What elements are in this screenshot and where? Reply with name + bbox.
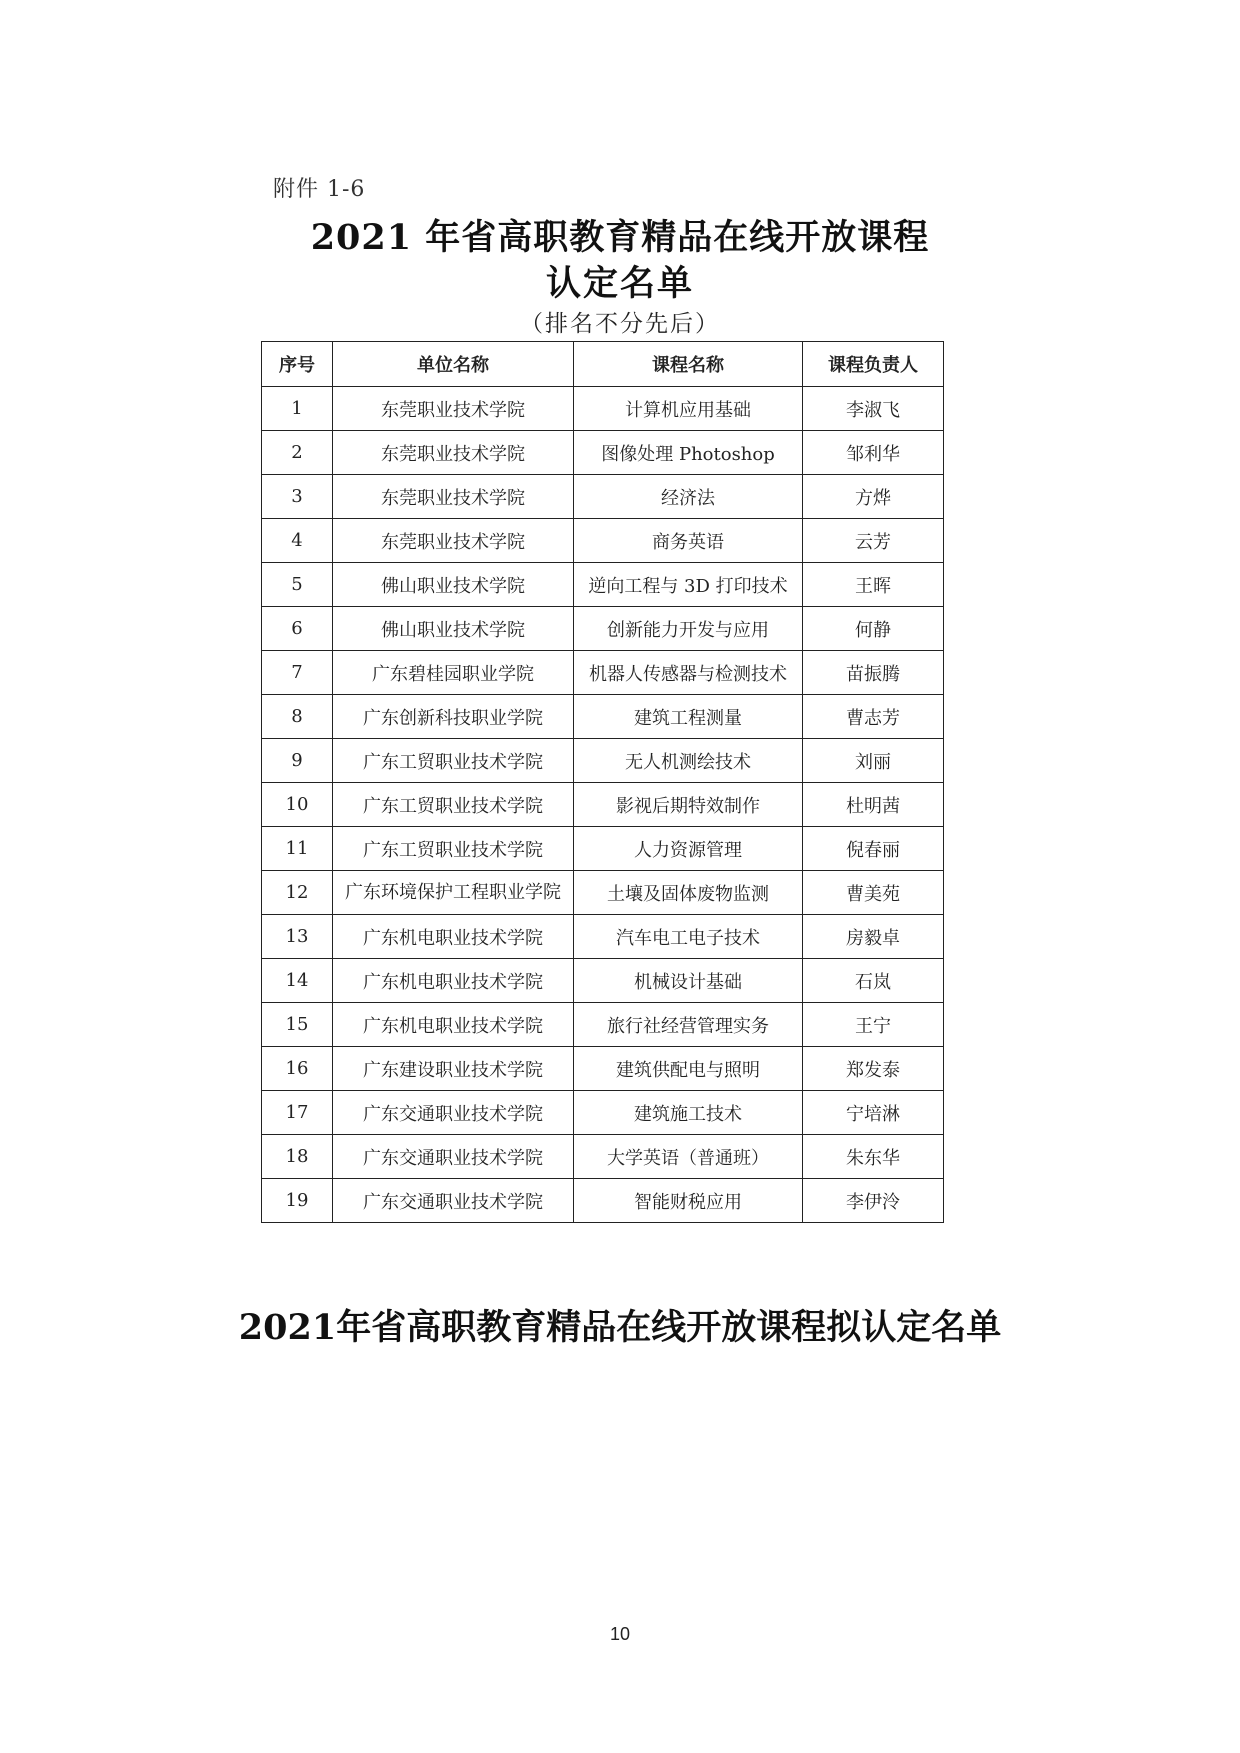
cell-institution: 广东工贸职业技术学院 [333,739,574,783]
cell-institution: 东莞职业技术学院 [333,519,574,563]
cell-lead: 方烨 [803,475,944,519]
table-row [262,475,944,519]
table-row [262,651,944,695]
cell-index: 5 [262,563,333,607]
cell-institution: 东莞职业技术学院 [333,431,574,475]
cell-index: 12 [262,871,333,915]
cell-institution: 广东工贸职业技术学院 [333,827,574,871]
attachment-label: 附件 1-6 [273,177,366,202]
cell-course: 智能财税应用 [574,1179,803,1223]
cell-institution: 东莞职业技术学院 [333,475,574,519]
header-index: 序号 [262,342,333,387]
cell-lead: 苗振腾 [803,651,944,695]
cell-course: 经济法 [574,475,803,519]
cell-lead: 郑发泰 [803,1047,944,1091]
cell-course: 建筑供配电与照明 [574,1047,803,1091]
cell-course: 人力资源管理 [574,827,803,871]
table-body [262,387,944,1223]
table-row [262,871,944,915]
cell-course: 机器人传感器与检测技术 [574,651,803,695]
cell-course: 计算机应用基础 [574,387,803,431]
cell-course: 建筑工程测量 [574,695,803,739]
cell-institution: 佛山职业技术学院 [333,563,574,607]
cell-index: 9 [262,739,333,783]
cell-course: 逆向工程与 3D 打印技术 [574,563,803,607]
cell-lead: 王宁 [803,1003,944,1047]
page-number: 10 [609,1624,631,1644]
header-institution: 单位名称 [333,342,574,387]
cell-lead: 何静 [803,607,944,651]
document-title-line1: 2021 年省高职教育精品在线开放课程 [310,217,930,258]
cell-index: 11 [262,827,333,871]
cell-institution: 广东交通职业技术学院 [333,1135,574,1179]
table-row [262,739,944,783]
cell-institution: 广东机电职业技术学院 [333,915,574,959]
cell-lead: 房毅卓 [803,915,944,959]
cell-lead: 杜明茜 [803,783,944,827]
table-row [262,827,944,871]
table-row [262,1047,944,1091]
table-header-row [262,342,944,387]
cell-index: 3 [262,475,333,519]
course-list-table [261,341,944,1223]
cell-institution: 广东交通职业技术学院 [333,1091,574,1135]
cell-institution: 广东工贸职业技术学院 [333,783,574,827]
table-row [262,959,944,1003]
cell-index: 16 [262,1047,333,1091]
cell-index: 15 [262,1003,333,1047]
cell-index: 1 [262,387,333,431]
bottom-title: 2021年省高职教育精品在线开放课程拟认定名单 [238,1307,1002,1348]
table-row [262,1179,944,1223]
table-row [262,1135,944,1179]
cell-lead: 邹利华 [803,431,944,475]
table-row [262,695,944,739]
cell-index: 10 [262,783,333,827]
ranking-note: （排名不分先后） [520,311,720,337]
cell-lead: 李淑飞 [803,387,944,431]
cell-course: 建筑施工技术 [574,1091,803,1135]
table-row [262,915,944,959]
cell-institution: 广东交通职业技术学院 [333,1179,574,1223]
cell-institution: 广东环境保护工程职业学院 [333,871,574,915]
cell-course: 土壤及固体废物监测 [574,871,803,915]
cell-institution: 广东创新科技职业学院 [333,695,574,739]
cell-index: 8 [262,695,333,739]
header-course: 课程名称 [574,342,803,387]
table-row [262,563,944,607]
table-row [262,431,944,475]
cell-institution: 东莞职业技术学院 [333,387,574,431]
cell-index: 4 [262,519,333,563]
cell-institution: 广东碧桂园职业学院 [333,651,574,695]
cell-institution: 广东建设职业技术学院 [333,1047,574,1091]
cell-lead: 曹美苑 [803,871,944,915]
cell-index: 2 [262,431,333,475]
cell-index: 7 [262,651,333,695]
cell-index: 14 [262,959,333,1003]
cell-index: 6 [262,607,333,651]
cell-lead: 宁培淋 [803,1091,944,1135]
cell-course: 图像处理 Photoshop [574,431,803,475]
cell-lead: 倪春丽 [803,827,944,871]
cell-institution: 广东机电职业技术学院 [333,959,574,1003]
table-row [262,387,944,431]
document-title-line2: 认定名单 [545,263,694,304]
table-row [262,1091,944,1135]
cell-course: 创新能力开发与应用 [574,607,803,651]
cell-lead: 云芳 [803,519,944,563]
table-row [262,607,944,651]
cell-course: 汽车电工电子技术 [574,915,803,959]
cell-lead: 朱东华 [803,1135,944,1179]
cell-index: 17 [262,1091,333,1135]
cell-course: 商务英语 [574,519,803,563]
table-row [262,783,944,827]
cell-institution: 佛山职业技术学院 [333,607,574,651]
cell-course: 无人机测绘技术 [574,739,803,783]
cell-lead: 曹志芳 [803,695,944,739]
cell-index: 18 [262,1135,333,1179]
cell-lead: 李伊泠 [803,1179,944,1223]
cell-course: 影视后期特效制作 [574,783,803,827]
cell-course: 大学英语（普通班） [574,1135,803,1179]
cell-index: 13 [262,915,333,959]
header-lead: 课程负责人 [803,342,944,387]
table-row [262,519,944,563]
cell-lead: 刘丽 [803,739,944,783]
cell-lead: 石岚 [803,959,944,1003]
cell-index: 19 [262,1179,333,1223]
table-row [262,1003,944,1047]
cell-institution: 广东机电职业技术学院 [333,1003,574,1047]
cell-course: 机械设计基础 [574,959,803,1003]
cell-course: 旅行社经营管理实务 [574,1003,803,1047]
cell-lead: 王晖 [803,563,944,607]
